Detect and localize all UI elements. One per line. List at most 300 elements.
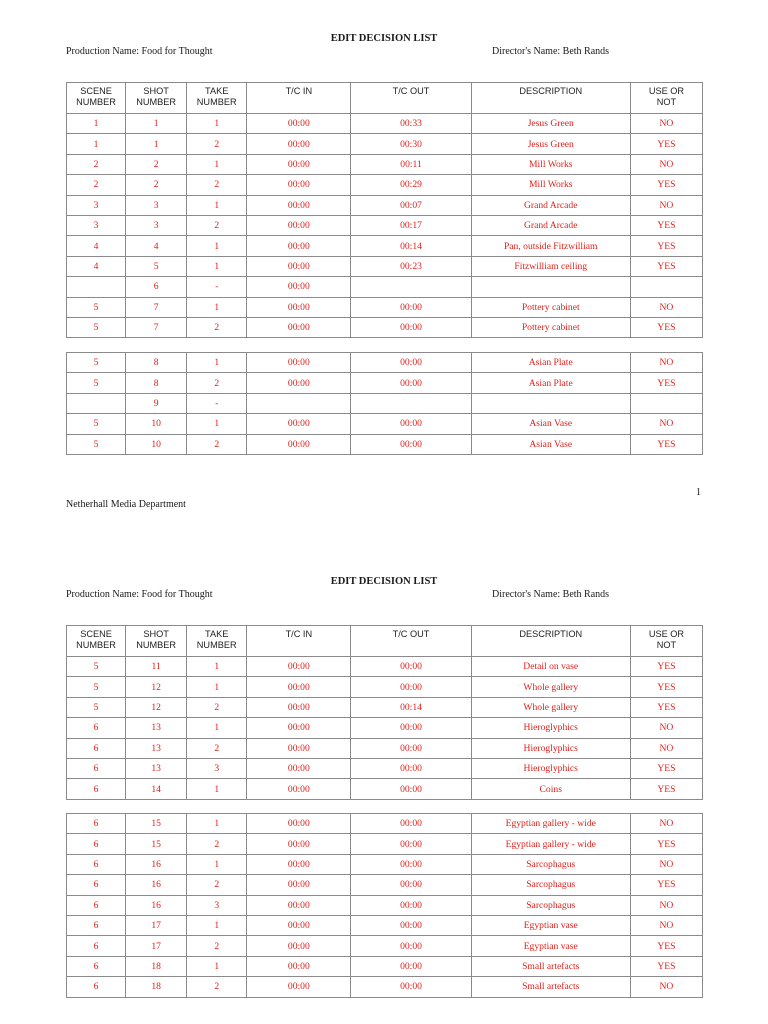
table-row [67,854,703,874]
cell-scene-number: 6 [67,779,126,799]
cell-take-number: 2 [187,317,247,337]
cell-tc-out: 00:00 [351,434,471,454]
cell-tc-in: 00:00 [247,353,351,373]
page1-director-name: Director's Name: Beth Rands [492,46,610,57]
cell-tc-out: 00:00 [351,875,471,895]
cell-shot-number: 18 [126,977,187,997]
header-line: SHOT [143,86,169,96]
page-number: 1 [696,487,701,498]
header-line: T/C OUT [392,86,430,96]
cell-tc-in: 00:00 [247,414,351,434]
cell-scene-number: 2 [67,175,126,195]
cell-use-or-not: YES [630,875,702,895]
cell-description: Whole gallery [471,697,630,717]
table-row [67,738,703,758]
cell-shot-number: 16 [126,854,187,874]
cell-tc-in: 00:00 [247,373,351,393]
cell-tc-out: 00:00 [351,353,471,373]
cell-description: Hieroglyphics [471,738,630,758]
cell-take-number: 1 [187,814,247,834]
page1-production-name: Production Name: Food for Thought [66,46,213,57]
cell-shot-number: 10 [126,414,187,434]
cell-shot-number: 16 [126,895,187,915]
table-row [67,256,703,276]
header-line: SCENE [80,86,112,96]
table-row [67,393,703,413]
cell-description: Egyptian gallery - wide [471,814,630,834]
cell-description [471,393,630,413]
cell-scene-number: 3 [67,215,126,235]
header-line: SCENE [80,629,112,639]
cell-tc-out: 00:23 [351,256,471,276]
table-header-row [67,83,703,114]
cell-tc-out: 00:30 [351,134,471,154]
cell-scene-number: 2 [67,154,126,174]
cell-use-or-not: YES [630,236,702,256]
cell-tc-out: 00:14 [351,697,471,717]
cell-take-number: 2 [187,434,247,454]
cell-description: Asian Plate [471,373,630,393]
header-scene-number [67,83,126,114]
cell-description: Egyptian gallery - wide [471,834,630,854]
cell-take-number: 1 [187,718,247,738]
cell-use-or-not [630,393,702,413]
cell-use-or-not [630,277,702,297]
cell-take-number: 2 [187,977,247,997]
cell-use-or-not: NO [630,895,702,915]
cell-shot-number: 16 [126,875,187,895]
cell-use-or-not: YES [630,758,702,778]
cell-use-or-not: YES [630,373,702,393]
cell-take-number: 2 [187,697,247,717]
cell-scene-number: 6 [67,956,126,976]
cell-use-or-not: YES [630,677,702,697]
cell-use-or-not: YES [630,434,702,454]
header-line: USE OR [648,86,685,96]
page2-director-name: Director's Name: Beth Rands [492,589,610,600]
cell-shot-number: 12 [126,677,187,697]
header-line: SHOT [143,629,169,639]
header-line: DESCRIPTION [519,629,583,639]
cell-use-or-not: YES [630,134,702,154]
cell-tc-out [351,277,471,297]
cell-take-number: - [187,393,247,413]
table-row [67,814,703,834]
header-line: TAKE [205,629,229,639]
cell-tc-out: 00:00 [351,677,471,697]
cell-description: Coins [471,779,630,799]
cell-take-number: 1 [187,414,247,434]
cell-scene-number: 6 [67,738,126,758]
cell-scene-number: 3 [67,195,126,215]
cell-tc-in: 00:00 [247,434,351,454]
header-take-number [187,83,247,114]
cell-shot-number: 9 [126,393,187,413]
header-line: NUMBER [136,640,177,650]
cell-tc-out: 00:00 [351,854,471,874]
cell-description: Detail on vase [471,657,630,677]
cell-use-or-not: YES [630,834,702,854]
cell-use-or-not: NO [630,854,702,874]
cell-tc-out: 00:29 [351,175,471,195]
cell-shot-number: 6 [126,277,187,297]
cell-description: Fitzwilliam ceiling [471,256,630,276]
cell-tc-in: 00:00 [247,256,351,276]
table-row [67,936,703,956]
cell-tc-in: 00:00 [247,758,351,778]
cell-tc-in: 00:00 [247,677,351,697]
table-header-row [67,626,703,657]
table-row [67,154,703,174]
cell-use-or-not: NO [630,353,702,373]
table-row [67,236,703,256]
cell-shot-number: 15 [126,834,187,854]
cell-use-or-not: YES [630,779,702,799]
cell-description: Mill Works [471,154,630,174]
cell-shot-number: 15 [126,814,187,834]
cell-scene-number: 6 [67,977,126,997]
cell-tc-out [351,393,471,413]
cell-description: Asian Vase [471,434,630,454]
cell-tc-out: 00:17 [351,215,471,235]
cell-description: Small artefacts [471,977,630,997]
cell-description: Sarcophagus [471,895,630,915]
cell-take-number: 2 [187,373,247,393]
cell-tc-out: 00:00 [351,779,471,799]
header-line: NUMBER [196,640,237,650]
cell-use-or-not: YES [630,215,702,235]
cell-scene-number: 5 [67,434,126,454]
table-row [67,297,703,317]
table-row [67,895,703,915]
cell-tc-in: 00:00 [247,718,351,738]
table-row [67,434,703,454]
header-line: TAKE [205,86,229,96]
cell-shot-number: 3 [126,215,187,235]
table-row [67,195,703,215]
cell-scene-number: 5 [67,297,126,317]
cell-scene-number: 5 [67,414,126,434]
cell-use-or-not: YES [630,936,702,956]
cell-shot-number: 4 [126,236,187,256]
cell-scene-number: 6 [67,875,126,895]
cell-take-number: 1 [187,195,247,215]
cell-tc-in: 00:00 [247,297,351,317]
header-line: NUMBER [76,97,116,107]
cell-take-number: 1 [187,956,247,976]
table-row [67,657,703,677]
cell-tc-in: 00:00 [247,195,351,215]
cell-shot-number: 13 [126,718,187,738]
cell-tc-out: 00:11 [351,154,471,174]
cell-take-number: 2 [187,215,247,235]
cell-shot-number: 7 [126,297,187,317]
cell-take-number: 2 [187,875,247,895]
header-tc-in [247,626,351,657]
cell-use-or-not: YES [630,657,702,677]
page1-edl-table-2 [66,352,703,455]
page2-edl-table-2 [66,813,703,998]
cell-description: Asian Vase [471,414,630,434]
cell-scene-number: 4 [67,256,126,276]
cell-description: Sarcophagus [471,875,630,895]
cell-tc-out: 00:00 [351,738,471,758]
cell-shot-number: 1 [126,134,187,154]
header-take-number [187,626,247,657]
cell-use-or-not: NO [630,195,702,215]
cell-shot-number: 5 [126,256,187,276]
table-row [67,977,703,997]
cell-take-number: 1 [187,154,247,174]
cell-tc-in: 00:00 [247,895,351,915]
cell-tc-in: 00:00 [247,657,351,677]
cell-description: Asian Plate [471,353,630,373]
table-row [67,114,703,134]
header-line: DESCRIPTION [519,86,583,96]
cell-description: Hieroglyphics [471,718,630,738]
cell-shot-number: 18 [126,956,187,976]
cell-use-or-not: YES [630,175,702,195]
cell-take-number: 2 [187,936,247,956]
cell-description: Egyptian vase [471,915,630,935]
cell-take-number: 2 [187,175,247,195]
page2-title: EDIT DECISION LIST [330,576,438,587]
table-row [67,215,703,235]
cell-take-number: 1 [187,297,247,317]
table-row [67,834,703,854]
header-line: NUMBER [76,640,116,650]
cell-tc-in: 00:00 [247,936,351,956]
cell-description: Pottery cabinet [471,297,630,317]
header-use-or-not [630,83,702,114]
cell-shot-number: 8 [126,373,187,393]
cell-scene-number: 5 [67,317,126,337]
table-row [67,915,703,935]
cell-description: Grand Arcade [471,215,630,235]
cell-tc-out: 00:00 [351,814,471,834]
cell-take-number: 1 [187,256,247,276]
cell-tc-out: 00:00 [351,317,471,337]
cell-scene-number: 6 [67,718,126,738]
header-shot-number [126,626,187,657]
table-row [67,277,703,297]
cell-take-number: 1 [187,353,247,373]
cell-use-or-not: YES [630,956,702,976]
cell-description: Grand Arcade [471,195,630,215]
cell-shot-number: 7 [126,317,187,337]
cell-take-number: - [187,277,247,297]
table-row [67,875,703,895]
cell-tc-out: 00:00 [351,758,471,778]
cell-scene-number: 5 [67,697,126,717]
cell-tc-out: 00:00 [351,718,471,738]
cell-scene-number: 5 [67,657,126,677]
cell-scene-number: 6 [67,915,126,935]
cell-shot-number: 2 [126,175,187,195]
cell-tc-out: 00:00 [351,297,471,317]
cell-use-or-not: NO [630,915,702,935]
table-row [67,134,703,154]
header-line: NOT [656,640,677,650]
cell-tc-in: 00:00 [247,977,351,997]
cell-tc-out: 00:00 [351,373,471,393]
cell-tc-out: 00:33 [351,114,471,134]
cell-description: Egyptian vase [471,936,630,956]
cell-shot-number: 12 [126,697,187,717]
table-row [67,758,703,778]
cell-description: Small artefacts [471,956,630,976]
header-line: NUMBER [196,97,237,107]
cell-shot-number: 2 [126,154,187,174]
header-shot-number [126,83,187,114]
cell-tc-in: 00:00 [247,134,351,154]
cell-description: Jesus Green [471,114,630,134]
cell-shot-number: 17 [126,936,187,956]
cell-tc-out: 00:00 [351,834,471,854]
cell-scene-number: 6 [67,854,126,874]
cell-take-number: 3 [187,895,247,915]
cell-description: Sarcophagus [471,854,630,874]
cell-use-or-not: YES [630,317,702,337]
cell-shot-number: 3 [126,195,187,215]
cell-tc-out: 00:14 [351,236,471,256]
cell-scene-number: 5 [67,373,126,393]
cell-take-number: 2 [187,134,247,154]
cell-use-or-not: NO [630,977,702,997]
cell-scene-number: 5 [67,353,126,373]
cell-take-number: 1 [187,779,247,799]
header-line: T/C IN [285,86,313,96]
cell-take-number: 1 [187,657,247,677]
footer-department: Netherhall Media Department [66,499,186,510]
cell-description: Pan, outside Fitzwilliam [471,236,630,256]
page1-title: EDIT DECISION LIST [330,33,438,44]
header-line: T/C IN [285,629,313,639]
cell-shot-number: 11 [126,657,187,677]
cell-tc-in: 00:00 [247,277,351,297]
header-description [471,626,630,657]
cell-tc-out: 00:00 [351,977,471,997]
cell-tc-in: 00:00 [247,956,351,976]
table-row [67,677,703,697]
table-row [67,779,703,799]
cell-shot-number: 13 [126,738,187,758]
table-row [67,414,703,434]
header-tc-in [247,83,351,114]
cell-description: Hieroglyphics [471,758,630,778]
cell-tc-out: 00:00 [351,936,471,956]
cell-use-or-not: NO [630,738,702,758]
table-row [67,373,703,393]
cell-use-or-not: NO [630,297,702,317]
cell-tc-in: 00:00 [247,915,351,935]
cell-take-number: 1 [187,854,247,874]
cell-scene-number: 4 [67,236,126,256]
cell-description: Pottery cabinet [471,317,630,337]
cell-description: Whole gallery [471,677,630,697]
table-row [67,175,703,195]
cell-scene-number: 6 [67,936,126,956]
cell-use-or-not: NO [630,414,702,434]
cell-tc-out: 00:00 [351,895,471,915]
header-line: NOT [656,97,677,107]
cell-shot-number: 13 [126,758,187,778]
page2-production-name: Production Name: Food for Thought [66,589,213,600]
cell-tc-in: 00:00 [247,834,351,854]
table-row [67,317,703,337]
cell-tc-out: 00:07 [351,195,471,215]
cell-tc-in: 00:00 [247,697,351,717]
page1-edl-table-1 [66,82,703,338]
cell-tc-out: 00:00 [351,414,471,434]
cell-tc-out: 00:00 [351,915,471,935]
cell-use-or-not: NO [630,814,702,834]
cell-use-or-not: NO [630,718,702,738]
cell-use-or-not: NO [630,154,702,174]
header-description [471,83,630,114]
cell-scene-number: 6 [67,834,126,854]
page2-edl-table-1 [66,625,703,800]
cell-description: Jesus Green [471,134,630,154]
header-line: T/C OUT [392,629,430,639]
cell-tc-in: 00:00 [247,317,351,337]
cell-scene-number [67,277,126,297]
table-row [67,718,703,738]
cell-take-number: 2 [187,738,247,758]
cell-shot-number: 14 [126,779,187,799]
table-row [67,956,703,976]
cell-tc-out: 00:00 [351,956,471,976]
cell-description: Mill Works [471,175,630,195]
cell-tc-in: 00:00 [247,175,351,195]
header-line: NUMBER [136,97,177,107]
table-row [67,697,703,717]
cell-use-or-not: YES [630,256,702,276]
cell-take-number: 1 [187,236,247,256]
cell-scene-number: 1 [67,134,126,154]
cell-tc-in [247,393,351,413]
table-row [67,353,703,373]
cell-take-number: 1 [187,915,247,935]
cell-scene-number: 6 [67,758,126,778]
cell-tc-in: 00:00 [247,738,351,758]
cell-scene-number: 6 [67,814,126,834]
cell-shot-number: 8 [126,353,187,373]
header-tc-out [351,626,471,657]
cell-scene-number: 1 [67,114,126,134]
header-use-or-not [630,626,702,657]
header-scene-number [67,626,126,657]
cell-tc-in: 00:00 [247,154,351,174]
cell-use-or-not: NO [630,114,702,134]
cell-shot-number: 10 [126,434,187,454]
cell-tc-out: 00:00 [351,657,471,677]
cell-scene-number: 5 [67,677,126,697]
cell-tc-in: 00:00 [247,875,351,895]
cell-take-number: 1 [187,114,247,134]
cell-tc-in: 00:00 [247,814,351,834]
cell-tc-in: 00:00 [247,779,351,799]
cell-tc-in: 00:00 [247,236,351,256]
header-line: USE OR [648,629,685,639]
cell-scene-number [67,393,126,413]
cell-use-or-not: YES [630,697,702,717]
cell-tc-in: 00:00 [247,114,351,134]
cell-tc-in: 00:00 [247,215,351,235]
cell-take-number: 2 [187,834,247,854]
cell-shot-number: 1 [126,114,187,134]
header-tc-out [351,83,471,114]
